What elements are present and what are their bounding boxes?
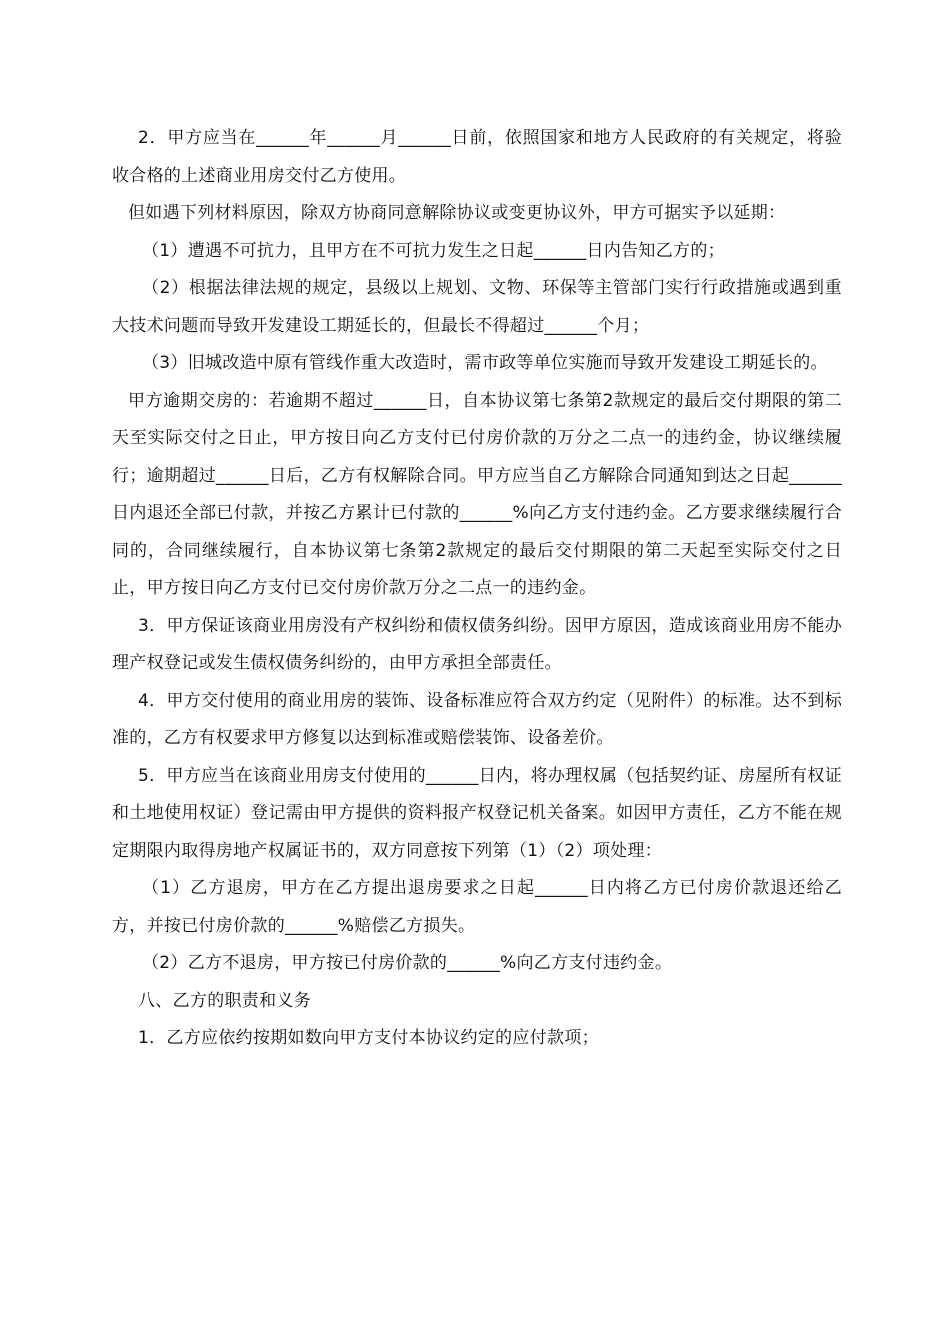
paragraph-delivery-deadline: 2．甲方应当在______年______月______日前，依照国家和地方人民政府的有关规定，将验收合格的上述商业用房交付乙方使用。 [112,128,842,186]
paragraph-late-delivery: 甲方逾期交房的：若逾期不超过______日，自本协议第七条第2款规定的最后交付期限的第二天至实际交付之日止，甲方按日向乙方支付已付房价款的万分之二点一的违约金，协议继续履行；逾期超过______日后，乙方有权解除合同。甲方应当自乙方解除合同通知到达之日起______日内退还全部已付款，并按乙方累计已付款的______%向乙方支付违约金。乙方要求继续履行合同的，合同继续履行，自本协议第七条第2款规定的最后交付期限的第二天起至实际交付之日止，甲方按日向乙方支付已交付房价款万分之二点一的违约金。 [112,390,842,598]
paragraph-no-return-penalty: （2）乙方不退房，甲方按已付房价款的______%向乙方支付违约金。 [142,953,673,973]
section-heading-party-b-duties: 八、乙方的职责和义务 [138,990,311,1011]
document-body [112,120,842,1058]
paragraph-regulatory-delay: （2）根据法律法规的规定，县级以上规划、文物、环保等主管部门实行行政措施或遇到重大技术问题而导致开发建设工期延长的，但最长不得超过______个月； [112,278,842,336]
paragraph-return-refund: （1）乙方退房，甲方在乙方提出退房要求之日起______日内将乙方已付房价款退还给乙方，并按已付房价款的______%赔偿乙方损失。 [112,878,842,936]
paragraph-equipment-standard: 4．甲方交付使用的商业用房的装饰、设备标准应符合双方约定（见附件）的标准。达不到标准的，乙方有权要求甲方修复以达到标准或赔偿装饰、设备差价。 [112,690,842,748]
paragraph-registration-filing: 5．甲方应当在该商业用房支付使用的______日内，将办理权属（包括契约证、房屋所有权证和土地使用权证）登记需由甲方提供的资料报产权登记机关备案。如因甲方责任，乙方不能在规定期限内取得房地产权属证书的，双方同意按下列第（1）（2）项处理： [112,765,843,861]
paragraph-force-majeure: （1）遭遇不可抗力，且甲方在不可抗力发生之日起______日内告知乙方的； [142,240,725,261]
paragraph-pipeline-renovation: （3）旧城改造中原有管线作重大改造时，需市政等单位实施而导致开发建设工期延长的。 [142,353,828,373]
paragraph-extension-conditions: 但如遇下列材料原因，除双方协商同意解除协议或变更协议外，甲方可据实予以延期： [128,203,786,223]
paragraph-payment-obligation: 1．乙方应依约按期如数向甲方支付本协议约定的应付款项； [138,1028,599,1048]
paragraph-ownership-guarantee: 3．甲方保证该商业用房没有产权纠纷和债权债务纠纷。因甲方原因，造成该商业用房不能办理产权登记或发生债权债务纠纷的，由甲方承担全部责任。 [112,615,842,673]
